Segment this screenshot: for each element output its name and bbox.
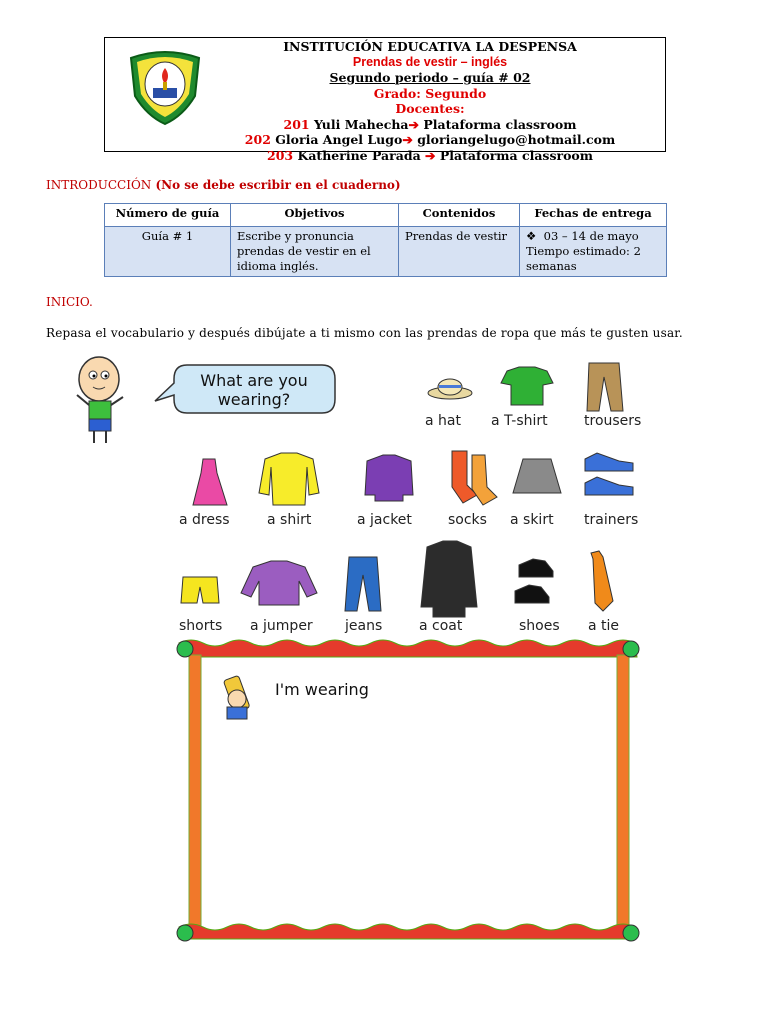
label-socks: socks bbox=[448, 512, 487, 528]
label-hat: a hat bbox=[425, 413, 461, 429]
label-tshirt: a T-shirt bbox=[491, 413, 548, 429]
table-row bbox=[105, 227, 667, 277]
cell-dates: ❖ 03 – 14 de mayo Tiempo estimado: 2 semanas bbox=[520, 227, 667, 277]
col-guide-number: Número de guía bbox=[105, 204, 231, 227]
label-shoes: shoes bbox=[519, 618, 560, 634]
frame-prompt: I'm wearing bbox=[275, 680, 369, 699]
dress-icon bbox=[193, 459, 227, 505]
jeans-icon bbox=[345, 557, 381, 611]
coat-icon bbox=[421, 541, 477, 617]
tshirt-icon bbox=[501, 367, 553, 405]
speech-bubble-text: What are you wearing? bbox=[200, 371, 308, 409]
teacher-row-203: 203 Katherine Parada ➔ Plataforma classroom bbox=[267, 147, 593, 163]
label-skirt: a skirt bbox=[510, 512, 554, 528]
label-shorts: shorts bbox=[179, 618, 223, 634]
trousers-icon bbox=[587, 363, 623, 411]
intro-heading: INTRODUCCIÓN (No se debe escribir en el cuaderno) bbox=[46, 178, 401, 192]
teacher-row-202: 202 Gloria Angel Lugo➔ gloriangelugo@hotmail.com bbox=[244, 132, 616, 147]
period-line: Segundo periodo – guía # 02 bbox=[329, 70, 531, 85]
jumper-icon bbox=[241, 561, 317, 605]
label-jumper: a jumper bbox=[250, 618, 313, 634]
cell-objective: Escribe y pronuncia prendas de vestir en el idioma inglés. bbox=[231, 227, 399, 277]
cell-guide: Guía # 1 bbox=[105, 227, 231, 277]
tie-icon bbox=[591, 551, 613, 611]
teacher-row-201: 201 Yuli Mahecha➔ Plataforma classroom bbox=[283, 116, 577, 132]
shorts-icon bbox=[181, 577, 219, 603]
socks-icon bbox=[452, 451, 497, 505]
label-trainers: trainers bbox=[584, 512, 639, 528]
skirt-icon bbox=[513, 459, 561, 493]
table-header-row bbox=[105, 204, 667, 227]
grade-line: Grado: Segundo bbox=[373, 85, 487, 101]
shoes-icon bbox=[515, 559, 553, 603]
clothes-vocabulary-illustration bbox=[67, 355, 682, 945]
boy-character-icon bbox=[77, 357, 123, 443]
bullet-icon: ❖ bbox=[526, 229, 537, 243]
inicio-heading: INICIO. bbox=[46, 295, 93, 309]
shirt-icon bbox=[259, 453, 319, 505]
label-coat: a coat bbox=[419, 618, 463, 634]
col-contents: Contenidos bbox=[399, 204, 520, 227]
header-box bbox=[104, 37, 666, 163]
cell-content: Prendas de vestir bbox=[399, 227, 520, 277]
subject-title: Prendas de vestir – inglés bbox=[352, 54, 508, 69]
drawing-frame bbox=[177, 640, 639, 941]
label-trousers: trousers bbox=[584, 413, 642, 429]
col-objectives: Objetivos bbox=[231, 204, 399, 227]
label-shirt: a shirt bbox=[267, 512, 312, 528]
instruction-text: Repasa el vocabulario y después dibújate a ti mismo con las prendas de ropa que más te gusten usar. bbox=[46, 326, 683, 340]
label-dress: a dress bbox=[179, 512, 230, 528]
label-jacket: a jacket bbox=[357, 512, 412, 528]
institution-name: INSTITUCIÓN EDUCATIVA LA DESPENSA bbox=[283, 39, 577, 54]
illustration-drawing bbox=[67, 355, 682, 945]
trainers-icon bbox=[585, 453, 633, 495]
header-lines bbox=[195, 39, 665, 163]
label-jeans: jeans bbox=[345, 618, 383, 634]
col-delivery-dates: Fechas de entrega bbox=[520, 204, 667, 227]
label-tie: a tie bbox=[588, 618, 620, 634]
hat-icon bbox=[428, 379, 472, 399]
jacket-icon bbox=[365, 455, 413, 501]
guide-table bbox=[104, 203, 667, 277]
teachers-title: Docentes: bbox=[395, 101, 465, 116]
